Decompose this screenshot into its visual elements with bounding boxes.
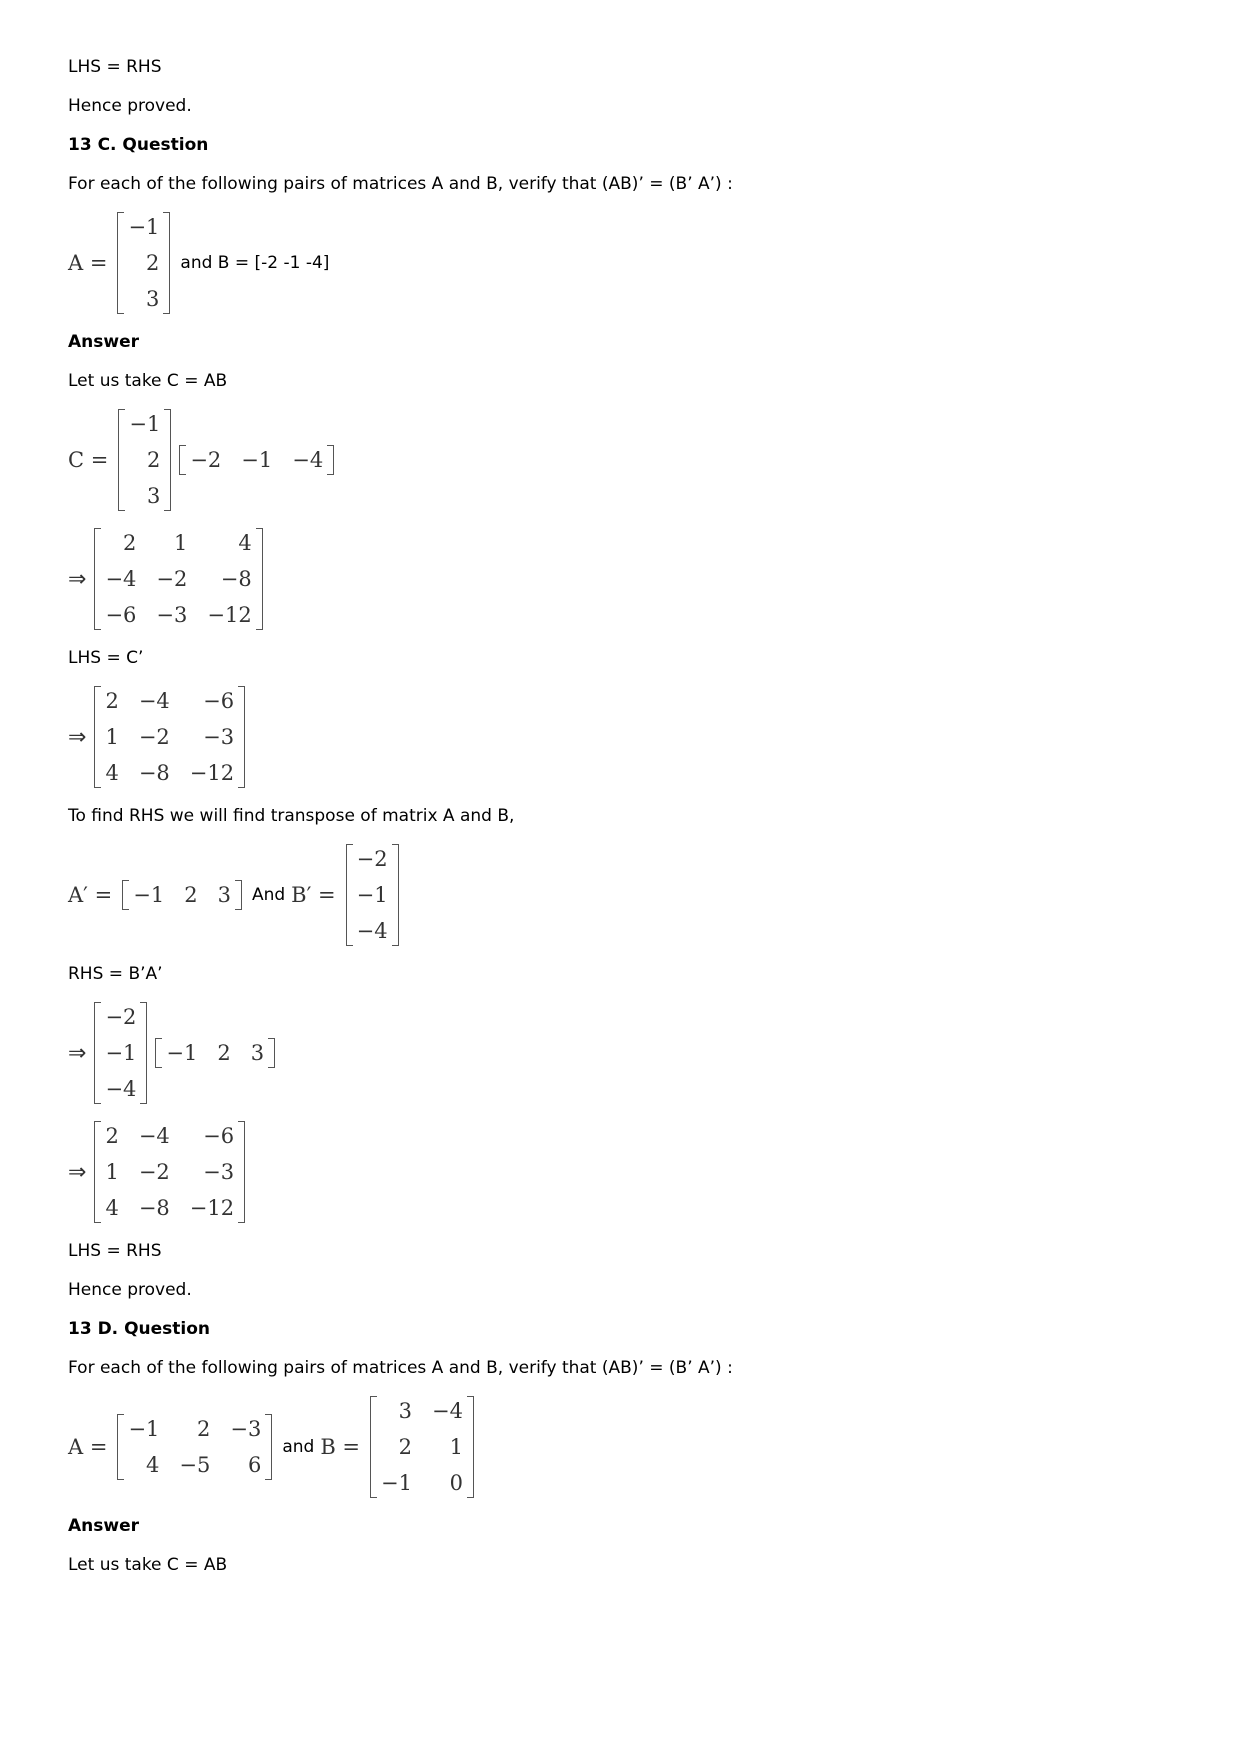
- matrix-entries: [101, 528, 255, 630]
- matrix-entries: [124, 212, 163, 314]
- let-c-ab-2: Let us take C = AB: [68, 1555, 228, 1575]
- matrix-cell: 1: [174, 531, 188, 555]
- c-label: C =: [68, 448, 109, 472]
- matrix-cell: −1: [128, 1417, 160, 1441]
- document-page: [68, 56, 1168, 1593]
- right-bracket: [163, 212, 170, 314]
- matrix-cell: −1: [381, 1471, 412, 1495]
- hence-proved: Hence proved.: [68, 96, 192, 116]
- a-prime-label: A′ =: [68, 883, 113, 907]
- matrix-c-result: [94, 528, 262, 630]
- ct-result: [68, 686, 1168, 788]
- rhs-find-text: To find RHS we will find transpose of matrix A and B,: [68, 806, 515, 826]
- matrix-bp-col: [94, 1002, 147, 1104]
- matrix-cell: 1: [105, 725, 119, 749]
- matrix-cell: −8: [138, 1196, 170, 1220]
- lhs-rhs-line-2: LHS = RHS: [68, 1241, 162, 1261]
- hence-proved-2: Hence proved.: [68, 1280, 192, 1300]
- lhs-rhs-line: LHS = RHS: [68, 57, 162, 77]
- and-small: and: [282, 1437, 315, 1457]
- question-13c-text: For each of the following pairs of matrices A and B, verify that (AB)’ = (B’ A’) :: [68, 174, 733, 194]
- matrix-b-d: [370, 1396, 474, 1498]
- right-bracket: [235, 880, 242, 910]
- matrix-entries: [162, 1038, 268, 1068]
- matrix-cell: 2: [197, 1417, 211, 1441]
- matrix-cell: −6: [203, 689, 235, 713]
- matrix-b-prime: [346, 844, 399, 946]
- left-bracket: [94, 1121, 101, 1223]
- matrix-cell: −1: [129, 412, 161, 436]
- left-bracket: [118, 409, 125, 511]
- ba-setup: [68, 1002, 1168, 1104]
- matrix-cell: −12: [189, 1196, 235, 1220]
- right-bracket: [256, 528, 263, 630]
- c-product-setup: [68, 409, 1168, 511]
- and-b-text: and B = [-2 -1 -4]: [180, 253, 330, 273]
- matrix-cell: −8: [220, 567, 252, 591]
- left-bracket: [370, 1396, 377, 1498]
- matrix-cell: 4: [146, 1453, 160, 1477]
- right-bracket: [265, 1414, 272, 1480]
- left-bracket: [179, 445, 186, 475]
- matrix-cell: 3: [146, 484, 161, 508]
- matrix-cell: 2: [105, 689, 119, 713]
- answer-heading: Answer: [68, 332, 139, 352]
- matrix-a: [117, 212, 170, 314]
- matrix-cell: −3: [156, 603, 188, 627]
- question-13d-title: 13 D. Question: [68, 1319, 211, 1339]
- right-bracket: [238, 1121, 245, 1223]
- left-bracket: [94, 528, 101, 630]
- c-product-result: [68, 528, 1168, 630]
- b-prime-label: B′ =: [291, 883, 336, 907]
- matrix-c-row: [179, 445, 334, 475]
- matrix-cell: −12: [189, 761, 235, 785]
- matrix-cell: 6: [247, 1453, 262, 1477]
- matrix-entries: [125, 409, 164, 511]
- left-bracket: [94, 686, 101, 788]
- left-bracket: [117, 1414, 124, 1480]
- implies-arrow: ⇒: [68, 1159, 87, 1185]
- matrix-cell: 2: [146, 251, 160, 275]
- matrix-cell: −1: [356, 883, 388, 907]
- matrix-entries: [186, 445, 327, 475]
- matrix-cell: −4: [138, 1124, 170, 1148]
- matrix-cell: −3: [230, 1417, 262, 1441]
- matrix-cell: −3: [203, 1160, 235, 1184]
- transposes: [68, 844, 1168, 946]
- right-bracket: [327, 445, 334, 475]
- answer-heading-2: Answer: [68, 1516, 139, 1536]
- matrix-cell: 4: [105, 1196, 119, 1220]
- rhs-ba: RHS = B’A’: [68, 964, 163, 984]
- matrix-ap-row: [155, 1038, 275, 1068]
- matrix-cell: −5: [179, 1453, 211, 1477]
- and-word: And: [251, 885, 286, 905]
- matrix-cell: 0: [449, 1471, 463, 1495]
- right-bracket: [238, 686, 245, 788]
- matrix-cell: −4: [292, 448, 324, 472]
- matrix-cell: −12: [207, 603, 252, 627]
- matrix-cell: −2: [138, 1160, 170, 1184]
- matrix-entries: [129, 880, 235, 910]
- matrix-cell: 2: [184, 883, 198, 907]
- matrix-cell: −4: [432, 1399, 463, 1423]
- matrix-ba-result: [94, 1121, 245, 1223]
- q13c-given: [68, 212, 1168, 314]
- matrix-cell: −2: [356, 847, 388, 871]
- matrix-entries: [101, 1121, 238, 1223]
- left-bracket: [122, 880, 129, 910]
- implies-arrow: ⇒: [68, 1040, 87, 1066]
- matrix-cell: −1: [105, 1041, 137, 1065]
- right-bracket: [268, 1038, 275, 1068]
- matrix-cell: 3: [250, 1041, 265, 1065]
- matrix-cell: −1: [128, 215, 160, 239]
- ba-result: [68, 1121, 1168, 1223]
- matrix-cell: −4: [105, 567, 137, 591]
- matrix-cell: −2: [190, 448, 222, 472]
- left-bracket: [155, 1038, 162, 1068]
- matrix-cell: −6: [105, 603, 137, 627]
- matrix-cell: −2: [156, 567, 188, 591]
- matrix-entries: [101, 686, 238, 788]
- matrix-cell: 3: [398, 1399, 412, 1423]
- left-bracket: [94, 1002, 101, 1104]
- matrix-cell: 4: [238, 531, 252, 555]
- let-c-ab: Let us take C = AB: [68, 371, 228, 391]
- matrix-cell: 3: [217, 883, 231, 907]
- matrix-cell: −2: [105, 1005, 137, 1029]
- matrix-cell: −8: [138, 761, 170, 785]
- matrix-c-col: [118, 409, 171, 511]
- matrix-cell: −4: [138, 689, 170, 713]
- matrix-cell: −4: [105, 1077, 137, 1101]
- matrix-entries: [353, 844, 392, 946]
- matrix-c-transpose: [94, 686, 245, 788]
- matrix-cell: 4: [105, 761, 119, 785]
- matrix-entries: [377, 1396, 467, 1498]
- right-bracket: [140, 1002, 147, 1104]
- matrix-a-prime: [122, 880, 242, 910]
- lhs-c-transpose: LHS = C’: [68, 648, 144, 668]
- question-13c-title: 13 C. Question: [68, 135, 209, 155]
- matrix-cell: 2: [398, 1435, 412, 1459]
- question-13d-text: For each of the following pairs of matrices A and B, verify that (AB)’ = (B’ A’) :: [68, 1358, 733, 1378]
- left-bracket: [346, 844, 353, 946]
- matrix-cell: −2: [138, 725, 170, 749]
- matrix-cell: −4: [356, 919, 388, 943]
- right-bracket: [164, 409, 171, 511]
- left-bracket: [117, 212, 124, 314]
- matrix-cell: 1: [449, 1435, 463, 1459]
- matrix-cell: 1: [105, 1160, 119, 1184]
- right-bracket: [467, 1396, 474, 1498]
- right-bracket: [392, 844, 399, 946]
- b-label-d: B =: [320, 1435, 361, 1459]
- matrix-a-d: [117, 1414, 272, 1480]
- matrix-cell: −1: [133, 883, 165, 907]
- matrix-cell: −3: [203, 725, 235, 749]
- a-label-d: A =: [68, 1435, 108, 1459]
- matrix-cell: −1: [166, 1041, 198, 1065]
- matrix-cell: 3: [146, 287, 160, 311]
- matrix-cell: 2: [123, 531, 137, 555]
- matrix-cell: −1: [241, 448, 273, 472]
- matrix-entries: [101, 1002, 140, 1104]
- matrix-entries: [124, 1414, 265, 1480]
- implies-arrow: ⇒: [68, 724, 87, 750]
- q13d-given: [68, 1396, 1168, 1498]
- matrix-cell: 2: [146, 448, 161, 472]
- matrix-cell: −6: [203, 1124, 235, 1148]
- a-label: A =: [68, 251, 108, 275]
- matrix-cell: 2: [217, 1041, 231, 1065]
- matrix-cell: 2: [105, 1124, 119, 1148]
- implies-arrow: ⇒: [68, 566, 87, 592]
